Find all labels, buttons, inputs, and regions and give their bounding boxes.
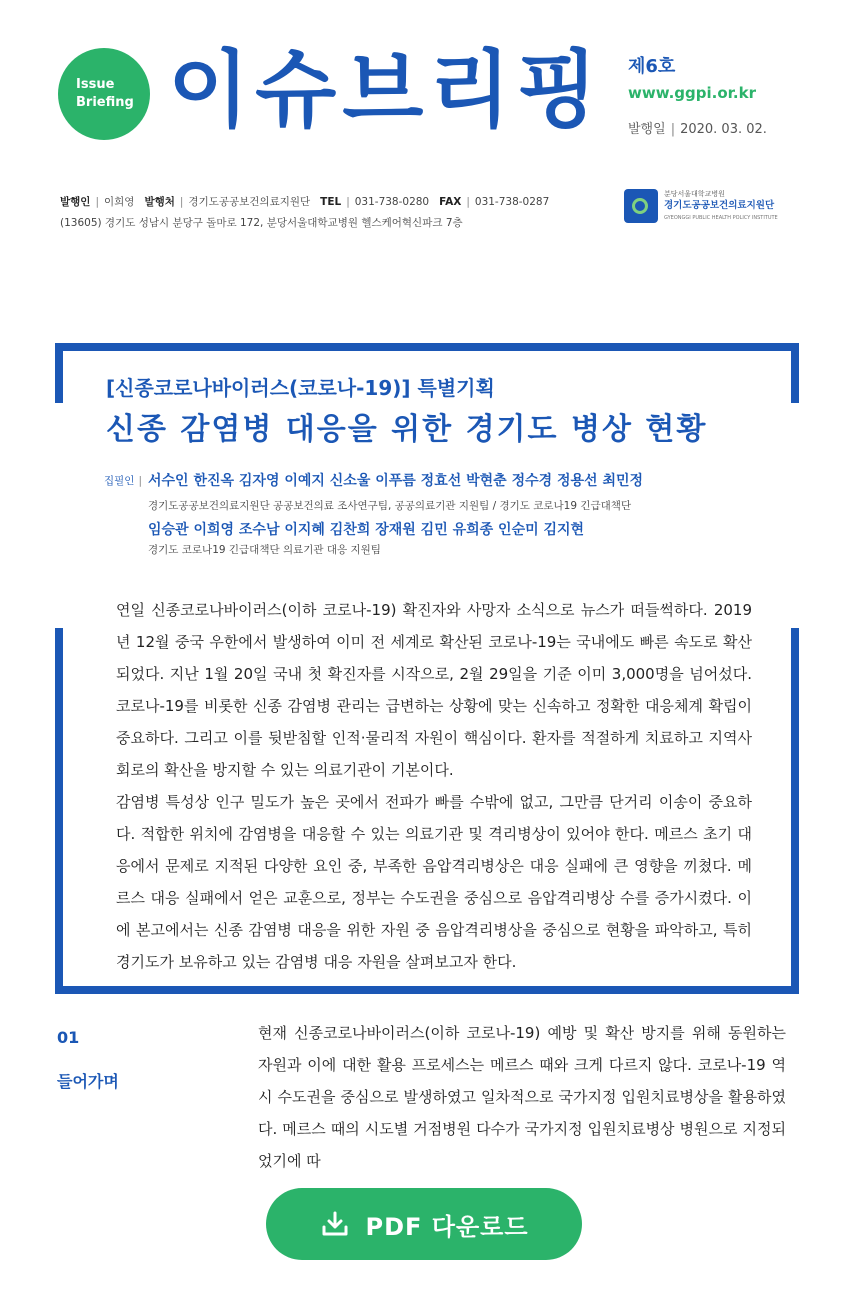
publish-date-label: 발행일: [628, 122, 666, 137]
feature-box-bottom-border: [55, 986, 799, 994]
publish-date: 발행일 | 2020. 03. 02.: [628, 122, 767, 137]
institute-logo-icon: [624, 189, 658, 223]
article-kicker: [신종코로나바이러스(코로나-19)] 특별기획: [106, 376, 495, 400]
issue-number: 제6호: [628, 56, 676, 77]
section-title: 들어가며: [57, 1072, 119, 1091]
writers-label-text: 집필인: [104, 475, 135, 487]
writers-affiliation-group2: 경기도 코로나19 긴급대책단 의료기관 대응 지원팀: [148, 544, 381, 556]
tel-label: TEL: [320, 196, 342, 208]
logo-name: 경기도공공보건의료지원단: [664, 200, 775, 211]
writers-label: 집필인 |: [104, 475, 142, 487]
feature-box-left-border-bottom: [55, 628, 63, 994]
summary-paragraph-1: 연일 신종코로나바이러스(이하 코로나-19) 확진자와 사망자 소식으로 뉴스가 떠들썩하다. 2019년 12월 중국 우한에서 발생하여 이미 전 세계로 확산된 코로나-19는 국내에도 빠른 속도로 확산되었다. 지난 1월 20일 국내 첫 확진자를 시작으로, 2월 29일을 기준 이미 3,000명을 넘어섰다. 코로나-19를 비롯한 신종 감염병 관리는 급변하는 상황에 맞는 신속하고 정확한 대응체계 확립이 중요하다. 그리고 이를 뒷받침할 인적·물리적 자원이 핵심이다. 환자를 적절하게 치료하고 지역사회로의 확산을 방지할 수 있는 의료기관이 기본이다.: [116, 601, 752, 779]
pdf-download-label: PDF 다운로드: [365, 1212, 529, 1241]
tel-value: 031-738-0280: [354, 196, 430, 208]
summary-paragraph-2: 감염병 특성상 인구 밀도가 높은 곳에서 전파가 빠를 수밖에 없고, 그만큼 단거리 이송이 중요하다. 적합한 위치에 감염병을 대응할 수 있는 의료기관 및 격리병상이 있어야 한다. 메르스 초기 대응에서 문제로 지적된 다양한 요인 중, 부족한 음압격리병상은 대응 실패에 큰 영향을 끼쳤다. 메르스 대응 실패에서 얻은 교훈으로, 정부는 수도권을 중심으로 음압격리병상 수를 증가시켰다. 이에 본고에서는 신종 감염병 대응을 위한 자원 중 음압격리병상을 중심으로 현황을 파악하고, 특히 경기도가 보유하고 있는 감염병 대응 자원을 살펴보고자 한다.: [116, 793, 752, 971]
section-number: 01: [57, 1028, 80, 1047]
section-paragraph: 현재 신종코로나바이러스(이하 코로나-19) 예방 및 확산 방지를 위해 동원하는 자원과 이에 대한 활용 프로세스는 메르스 때와 크게 다르지 않다. 코로나-19 역시 수도권을 중심으로 발생하였고 일차적으로 국가지정 입원치료병상을 활용하였다. 메르스 때의 시도별 거점병원 다수가 국가지정 입원치료병상 병원으로 지정되었기에 따: [258, 1024, 786, 1170]
brand-title: 이슈브리핑: [168, 41, 604, 139]
feature-box-left-border-top: [55, 343, 63, 403]
feature-box-right-border-top: [791, 343, 799, 403]
issue-briefing-badge: [58, 48, 150, 140]
pdf-download-button[interactable]: [266, 1188, 582, 1260]
website-link[interactable]: www.ggpi.or.kr: [628, 84, 756, 102]
logo-subtitle: 분당서울대학교병원: [664, 190, 725, 198]
article-headline: 신종 감염병 대응을 위한 경기도 병상 현황: [106, 412, 708, 447]
feature-box-right-border-bottom: [791, 628, 799, 994]
fax-value: 031-738-0287: [474, 196, 550, 208]
fax-label: FAX: [439, 196, 462, 208]
download-icon: [320, 1209, 350, 1239]
publish-date-value: 2020. 03. 02.: [680, 122, 767, 137]
publisher-address: (13605) 경기도 성남시 분당구 돌마로 172, 분당서울대학교병원 헬스케어혁신파크 7층: [60, 217, 463, 229]
publisher-name: 이희영: [103, 196, 135, 208]
writers-names-group2: 임승관 이희영 조수남 이지혜 김찬희 장재원 김민 유희종 인순미 김지현: [148, 522, 585, 538]
feature-box-top-border: [55, 343, 799, 351]
publisher-label: 발행인: [60, 196, 91, 208]
publisher-info: 발행인 | 이희영 발행처 | 경기도공공보건의료지원단 TEL | 031-738-0280 FAX | 031-738-0287: [60, 196, 550, 208]
logo-english: GYEONGGI PUBLIC HEALTH POLICY INSTITUTE: [664, 215, 778, 221]
writers-affiliation-group1: 경기도공공보건의료지원단 공공보건의료 조사연구팀, 공공의료기관 지원팀 / 경기도 코로나19 긴급대책단: [148, 500, 632, 512]
office-label: 발행처: [144, 196, 175, 208]
badge-line1: Issue: [76, 77, 115, 92]
institute-logo: [624, 186, 794, 226]
writers-names-group1: 서수인 한진옥 김자영 이예지 신소울 이푸름 정효선 박현춘 정수경 정용선 최민정: [148, 473, 644, 489]
office-name: 경기도공공보건의료지원단: [188, 196, 311, 208]
badge-line2: Briefing: [76, 95, 134, 110]
